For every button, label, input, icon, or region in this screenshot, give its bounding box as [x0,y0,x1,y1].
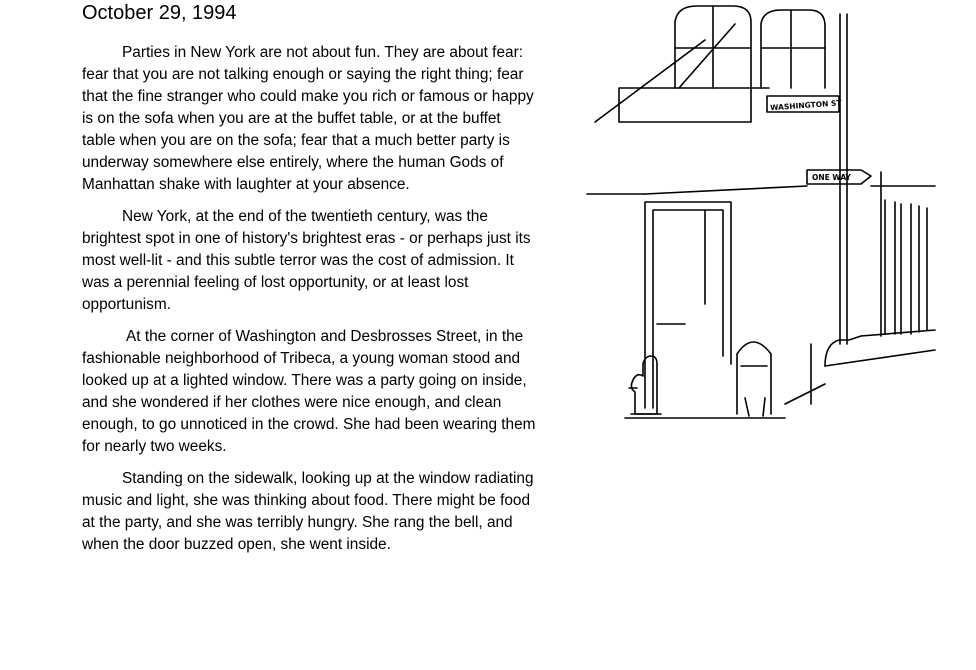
street-sign-text: WASHINGTON ST [769,98,842,113]
building-base [825,330,935,366]
paragraph: At the corner of Washington and Desbrosses Street, in the fashionable neighborhood of Tribeca, a young woman stood and looked up at a lighted window. There was a party going on inside, and she wondered if her clothes were nice enough, and clean enough, to go unnoticed in the crowd. She had been wearing them for nearly two weeks. [82,328,536,455]
right-arched-window [761,10,825,88]
street-sketch [585,4,937,424]
paragraph: New York, at the end of the twentieth century, was the brightest spot in one of history's brightest eras - or perhaps just its most well-lit - and this subtle terror was the cost of admission. It was a perennial feeling of lost opportunity, or at least lost opportunism. [82,208,531,313]
window-ledge [619,88,751,122]
doorway [645,202,731,408]
paragraph: Parties in New York are not about fun. They are about fear: fear that you are not talking enough or saying the right thing; fear that the fine stranger who could make you rich or famous or happy is on the sofa when you are at the buffet table, or at the buffet table when you are on the sofa; fear that a much better party is underway somewhere else entirely, where the human Gods of Manhattan shake with laughter at your absence. [82,44,534,193]
paragraph: Standing on the sidewalk, looking up at the window radiating music and light, she was thinking about food. There might be food at the party, and she was terribly hungry. She rang the bell, and when the door buzzed open, she went inside. [82,470,534,553]
street-corner-illustration [585,4,937,424]
one-way-sign-text: ONE WAY [812,173,851,182]
date-heading: October 29, 1994 [82,2,237,24]
mailbox [737,342,771,414]
story-text [82,42,537,566]
